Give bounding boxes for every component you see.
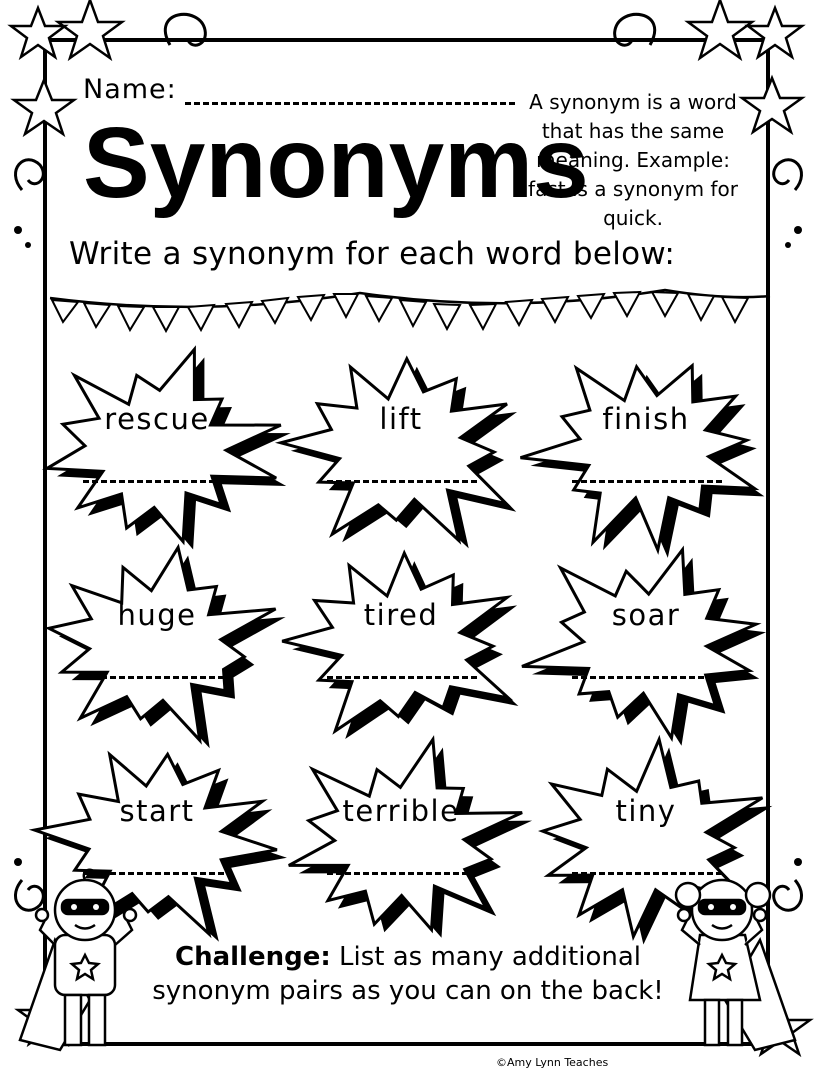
burst-shape (281, 359, 507, 541)
answer-line[interactable] (572, 872, 722, 875)
word-label: huge (117, 598, 197, 632)
name-label: Name: (83, 74, 177, 105)
challenge-text (143, 940, 673, 1008)
word-label: tired (363, 598, 439, 632)
word-label: start (119, 794, 195, 828)
answer-line[interactable] (572, 480, 722, 483)
word-label: finish (602, 402, 690, 436)
page-title: Synonyms (83, 107, 589, 219)
answer-line[interactable] (83, 480, 233, 483)
bunting-banner (50, 290, 770, 331)
answer-line[interactable] (83, 676, 233, 679)
answer-line[interactable] (572, 676, 722, 679)
copyright-text: ©Amy Lynn Teaches (496, 1056, 609, 1069)
answer-line[interactable] (83, 872, 233, 875)
burst-group (35, 349, 773, 944)
name-field[interactable] (83, 74, 515, 105)
word-label: soar (611, 598, 681, 632)
challenge-lead: Challenge: (175, 942, 331, 972)
word-label: rescue (104, 402, 210, 436)
answer-line[interactable] (327, 676, 477, 679)
word-label: tiny (615, 794, 677, 828)
answer-line[interactable] (327, 872, 477, 875)
answer-line[interactable] (327, 480, 477, 483)
name-line[interactable] (185, 78, 515, 105)
challenge-body: List as many additional synonym pairs as you can on the back! (152, 942, 664, 1006)
definition-text: A synonym is a word that has the same meaning. Example: fast is a synonym for quick. (528, 90, 738, 230)
burst-shape (282, 553, 508, 731)
word-label: lift (379, 402, 423, 436)
instruction-text: Write a synonym for each word below: (69, 236, 676, 272)
word-label: terrible (342, 794, 460, 828)
